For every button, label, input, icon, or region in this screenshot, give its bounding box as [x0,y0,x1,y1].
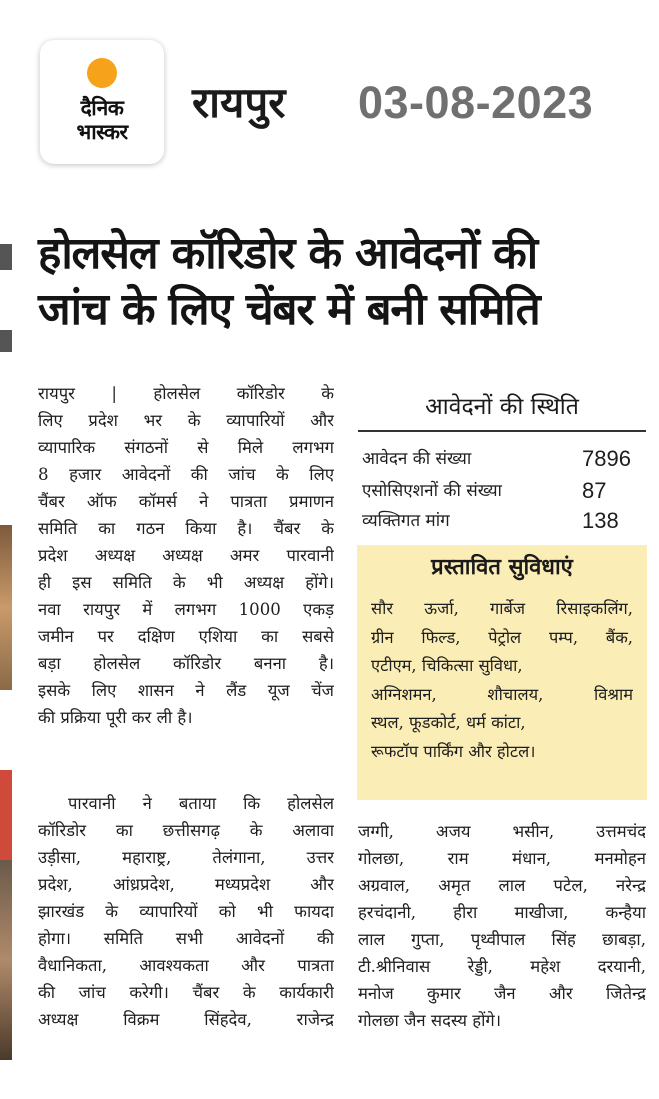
text-line: रायपुर | होलसेल कॉरिडोर के [38,384,334,403]
text-line: स्थल, फूडकोर्ट, धर्म कांटा, [371,713,526,732]
clipped-edge-mark [0,330,12,352]
text-line: प्रदेश अध्यक्ष अध्यक्ष अमर पारवानी [38,546,334,565]
status-label: एसोसिएशनों की संख्या [362,481,502,501]
text-line: कॉरिडोर का छत्तीसगढ़ के अलावा [38,821,334,840]
status-value: 138 [582,508,619,533]
dainik-bhaskar-logo [40,40,164,164]
status-value: 87 [582,478,607,503]
text-line: हरचंदानी, हीरा माखीजा, कन्हैया [358,903,646,922]
sun-icon [87,58,117,88]
text-line: समिति का गठन किया है। चैंबर के [38,519,334,538]
text-line: लाल गुप्ता, पृथ्वीपाल सिंह छाबड़ा, [358,930,646,949]
text-line: रूफटॉप पार्किंग और होटल। [371,741,536,761]
article-paragraph-3 [358,818,646,1034]
clipped-photo-edge [0,770,12,860]
text-line: अग्निशमन, शौचालय, विश्राम [371,684,633,704]
text-line: झारखंड के व्यापारियों को भी फायदा [38,902,334,921]
facilities-box [357,545,647,800]
text-line: जमीन पर दक्षिण एशिया का सबसे [38,627,334,646]
text-line: ग्रीन फिल्ड, पेट्रोल पम्प, बैंक, [371,627,633,647]
text-line: अग्रवाल, अमृत लाल पटेल, नरेन्द्र [358,876,646,895]
article-paragraph-2 [38,790,334,1033]
text-line: वैधानिकता, आवश्यकता और पात्रता [38,956,334,975]
text-line: की जांच करेगी। चैंबर के कार्यकारी [38,983,334,1002]
status-box-title: आवेदनों की स्थिति [425,394,579,420]
text-line: इसके लिए शासन ने लैंड यूज चेंज [38,681,334,700]
logo-text-line2: भास्कर [76,120,128,144]
text-line: एटीएम, चिकित्सा सुविधा, [371,656,523,675]
edition-city: रायपुर [192,78,286,127]
text-line: होगा। समिति सभी आवेदनों की [38,929,334,948]
text-line: 8 हजार आवेदनों की जांच के लिए [38,465,334,484]
status-label: आवेदन की संख्या [362,449,472,469]
clipped-edge-mark [0,244,12,270]
text-line: चैंबर ऑफ कॉमर्स ने पात्रता प्रमाणन [38,492,334,511]
text-line: नवा रायपुर में लगभग 1000 एकड़ [38,600,334,619]
text-line: प्रदेश, आंध्रप्रदेश, मध्यप्रदेश और [38,875,334,894]
text-line: अध्यक्ष विक्रम सिंहदेव, राजेन्द्र [38,1010,334,1029]
text-line: जग्गी, अजय भसीन, उत्तमचंद [358,822,646,841]
text-line: मनोज कुमार जैन और जितेन्द्र [358,984,646,1003]
text-line: लिए प्रदेश भर के व्यापारियों और [38,411,334,430]
edition-date: 03-08-2023 [358,77,594,128]
headline [38,226,638,338]
facilities-list [371,595,633,766]
text-line: उड़ीसा, महाराष्ट्र, तेलंगाना, उत्तर [38,848,334,867]
text-line: बड़ा होलसेल कॉरिडोर बनना है। [38,654,334,673]
clipped-photo-edge [0,525,12,690]
text-line: व्यापारिक संगठनों से मिले लगभग [38,438,334,457]
clipped-photo-edge [0,860,12,1060]
logo-text-line1: दैनिक [80,96,124,120]
headline-line1: होलसेल कॉरिडोर के आवेदनों की [38,228,537,279]
text-line: पारवानी ने बताया कि होलसेल [68,794,334,813]
text-line: ही इस समिति के भी अध्यक्ष होंगे। [38,573,334,592]
status-label: व्यक्तिगत मांग [362,511,450,531]
text-line: की प्रक्रिया पूरी कर ली है। [38,708,193,727]
article-paragraph-1 [38,380,334,731]
text-line: टी.श्रीनिवास रेड्डी, महेश दरयानी, [358,957,646,976]
facilities-title: प्रस्तावित सुविधाएं [431,555,573,580]
headline-line2: जांच के लिए चेंबर में बनी समिति [38,284,540,335]
status-value: 7896 [582,446,631,471]
text-line: सौर ऊर्जा, गार्बेज रिसाइकलिंग, [371,599,633,618]
text-line: गोलछा जैन सदस्य होंगे। [358,1011,502,1030]
status-divider [358,430,646,432]
text-line: गोलछा, राम मंधान, मनमोहन [358,849,646,868]
